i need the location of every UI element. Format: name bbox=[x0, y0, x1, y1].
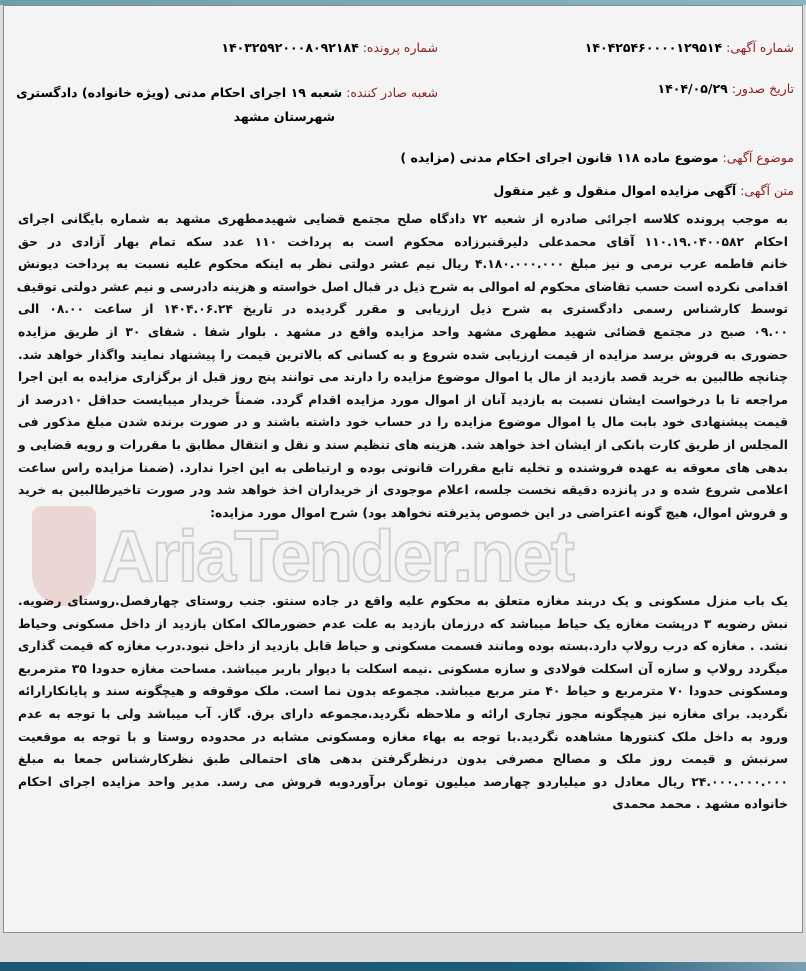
text-line: اعلامی شروع شده و در پانزده دقیقه نخست جلسه، اعلام موجودی از خریداران اخذ خواهد شد ودر صورت تاخیرطالبین به خرید bbox=[18, 483, 788, 498]
text-line: قیمت پیشنهادی خود بابت مال یا اموال موضوع مزایده را در حساب خود داشته باشند و در صورت برنده شدن مبلغ مذکور فی bbox=[18, 415, 788, 430]
text-line: احکام ۱۱۰.۱۹.۰۴۰۰۵۸۲ آقای محمدعلی دلیرقنبرزاده محکوم است به پرداخت ۱۱۰ عدد سکه تمام بهار آزادی در حق bbox=[18, 234, 788, 249]
text-line: نبش رضویه ۳ درپشت مغازه یک حیاط میباشد که درزمان بازدید به علت عدم حضورمالک امکان بازدید از داخل مسکونی وحیاط bbox=[18, 616, 788, 631]
ad-number-label: شماره آگهی: bbox=[726, 40, 794, 55]
subject-value: موضوع ماده ۱۱۸ قانون اجرای احکام مدنی (مزایده ) bbox=[400, 150, 719, 165]
ad-number-value: ۱۴۰۴۲۵۴۶۰۰۰۰۱۲۹۵۱۴ bbox=[584, 40, 723, 55]
text-line: نشد. . مغازه که درب رولاپ دارد.بسته بوده ومانند قسمت مسکونی و حیاط قابل بازدید از داخل نبود.درب مغازه که قیمت گذاری bbox=[18, 639, 788, 654]
subject-label: موضوع آگهی: bbox=[722, 150, 794, 165]
ad-text-field bbox=[493, 183, 794, 198]
branch-label: شعبه صادر کننده: bbox=[346, 85, 438, 100]
text-line: خانم فاطمه عرب نرمی و نیز مبلغ ۴.۱۸۰.۰۰۰.۰۰۰ ریال نیم عشر دولتی نظر به اینکه محکوم علیه نسبت به پرداخت دیونش bbox=[18, 257, 789, 272]
issuing-branch-field bbox=[16, 81, 438, 129]
text-line: بدهی های معوقه به عهده فروشنده و تخلیه تابع مقررات قانونی بوده و ارتباطی به این اجرا ندارد. (ضمنا مزایده راس ساعت bbox=[18, 460, 788, 475]
text-line: حضوری به فروش برسد مزایده از قیمت ارزیابی شده شروع و به کسانی که بالاترین قیمت را پیشنهاد نمایند واگذار خواهد شد. bbox=[18, 347, 788, 362]
ad-text-title: آگهی مزایده اموال منقول و غیر منقول bbox=[493, 183, 737, 198]
case-number-field bbox=[221, 40, 438, 55]
ad-body-paragraph-2 bbox=[18, 590, 788, 816]
text-line: سرنبش و قیمت روز ملک و مصالح مصرفی بدون درنظرگرفتن بدهی های احتمالی طبق نظرکارشناس جمعا به مبلغ bbox=[18, 752, 788, 767]
text-line: میگردد رولاپ و سازه آن اسکلت فولادی و سازه مسکونی .نیمه اسکلت با دیوار باربر میباشد. مساحت مغازه حدودا ۳۵ مترمربع bbox=[18, 661, 788, 676]
text-line: ورود به داخل ملک کنتورها مشاهده نگردید.با توجه به بهاء مغازه ومسکونی مشابه در محدوده روستا و با توجه به موقعیت bbox=[18, 729, 788, 744]
text-line: نگردید. برای مغازه نیز هیچگونه مجوز تجاری ارائه و ملاحظه نگردید.مجموعه دارای برق. گاز. آب میباشد ولی با توجه به عدم bbox=[18, 706, 788, 721]
text-line: چنانچه طالبین به خرید قصد بازدید از مال یا اموال موضوع مزایده را دارند می توانند پنج روز قبل از برگزاری مزایده به این اجرا bbox=[18, 370, 788, 385]
case-number-value: ۱۴۰۳۲۵۹۲۰۰۰۸۰۹۲۱۸۴ bbox=[221, 40, 359, 55]
text-line: ومسکونی حدودا ۷۰ مترمربع و حیاط ۴۰ متر مربع میباشد. مجموعه بدون نما است. ملک موقوفه و هیچگونه سند و پایانکارارائه bbox=[18, 684, 788, 699]
watermark-text: AriaTender.net bbox=[102, 517, 573, 597]
ad-body-paragraph-1 bbox=[18, 208, 788, 524]
text-line: توسط کارشناس رسمی دادگستری به شرح ذیل ارزیابی و مقرر گردیده در تاریخ ۱۴۰۴.۰۶.۲۴ از ساعت ۰۸.۰۰ الی bbox=[18, 302, 789, 317]
text-line: ۰۹.۰۰ صبح در مجتمع قضائی شهید مطهری مشهد واحد مزایده واقع در مشهد . بلوار شفا . شفای ۳۰ از طریق مزایده bbox=[18, 324, 789, 339]
text-line: اقدامی نکرده است حسب تقاضای محکوم له اموالی به شرح ذیل در قبال اصل خواسته و هزینه دادرسی و نیم عشر دولتی توقیف bbox=[16, 279, 788, 294]
text-line: به موجب پرونده کلاسه اجرائی صادره از شعبه ۷۲ دادگاه صلح مجتمع قضایی شهیدمطهری مشهد به شماره بایگانی اجرای bbox=[18, 212, 788, 226]
branch-value-line2: شهرستان مشهد bbox=[233, 109, 335, 124]
text-line: المجلس از طریق کارت بانکی از ایشان اخذ خواهد شد. هزینه های تنظیم سند و نقل و انتقال مطابق با مقررات و رویه قضایی و bbox=[18, 437, 788, 452]
text-line: خانواده مشهد . محمد محمدی bbox=[612, 797, 788, 812]
taskbar bbox=[0, 962, 806, 971]
ad-number-field bbox=[585, 40, 794, 55]
case-number-label: شماره پرونده: bbox=[362, 40, 438, 55]
subject-field bbox=[400, 150, 794, 165]
text-line: یک باب منزل مسکونی و یک دربند مغازه متعلق به محکوم علیه واقع در جاده سنتو. جنب روستای چهارفصل.روستای رضویه. bbox=[18, 594, 788, 608]
branch-value-line1: شعبه ۱۹ اجرای احکام مدنی (ویژه خانواده) دادگستری bbox=[16, 85, 343, 100]
ad-details-panel bbox=[3, 5, 803, 933]
text-line: مراجعه تا با درخواست ایشان نسبت به بازدید آنان از اموال مورد مزایده اقدام گردد. ضمناً خریدار میبایست حداقل ۱۰درصد از bbox=[18, 392, 788, 407]
text-line: و فروش اموال، هیچ گونه اعتراضی در این خصوص پذیرفته نخواهد بود) شرح اموال مورد مزایده: bbox=[210, 505, 788, 520]
ad-text-label: متن آگهی: bbox=[740, 183, 794, 198]
issue-date-label: تاریخ صدور: bbox=[731, 81, 794, 96]
issue-date-value: ۱۴۰۴/۰۵/۲۹ bbox=[657, 81, 728, 96]
issue-date-field bbox=[658, 81, 794, 96]
text-line: ۲۴.۰۰۰.۰۰۰.۰۰۰ ریال معادل دو میلیاردو چهارصد میلیون تومان برآوردوبه فروش می رسد. مدیر واحد مزایده اجرای احکام bbox=[18, 774, 788, 789]
